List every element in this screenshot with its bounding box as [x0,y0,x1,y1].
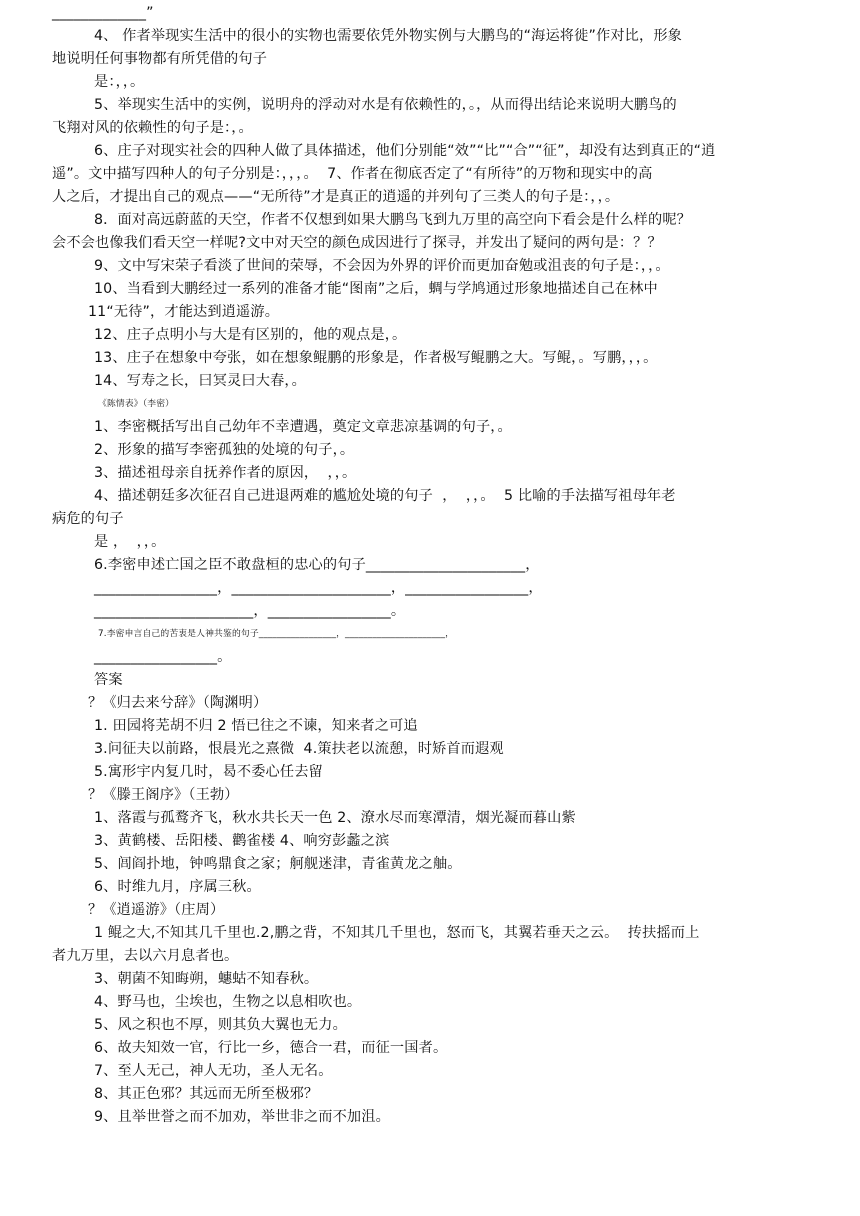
text-line: 病危的句子 [52,511,124,527]
section-heading: ？《归去来兮辞》（陶渊明） [88,695,268,711]
text-line: 飞翔对风的依赖性的句子是：，。 [52,120,253,136]
question-line: 6、庄子对现实社会的四种人做了具体描述，他们分别能“效”“比”“合”“征”，却没有达到真正的“逍 [94,143,716,159]
blank-line: _________________。 [94,649,232,665]
section-heading: 《陈情表》（李密） [98,399,175,409]
answer-line: 1、落霞与孤鹜齐飞，秋水共长天一色 2、潦水尽而寒潭清，烟光凝而暮山紫 [94,810,576,826]
question-line: 10、当看到大鹏经过一系列的准备才能“图南”之后，蜩与学鸠通过形象地描述自己在林中 [94,281,658,297]
question-line: 4、 作者举现实生活中的很小的实物也需要依凭外物实例与大鹏鸟的“海运将徙”作对比，形象 [94,28,683,44]
text-line: 人之后，才提出自己的观点——“无所待”才是真正的逍遥的并列句了三类人的句子是：，，。 [52,189,620,205]
section-heading: ？《逍遥游》（庄周） [88,902,225,918]
question-line: 14、写寿之长，曰冥灵曰大春，。 [94,373,306,389]
answer-line: 1 鲲之大,不知其几千里也.2,鹏之背，不知其几千里也，怒而飞，其翼若垂天之云。 抟扶摇而上 [94,925,700,941]
answer-line: 1. 田园将芜胡不归 2 悟已往之不谏，知来者之可追 [94,718,418,734]
answer-line: 5.寓形宇内复几时，曷不委心任去留 [94,764,323,780]
answer-line: 3、黄鹤楼、岳阳楼、鹳雀楼 4、响穷彭蠡之滨 [94,833,390,849]
question-line: 3、描述祖母亲自抚养作者的原因， ，，。 [94,465,357,481]
question-line: 12、庄子点明小与大是有区别的，他的观点是，。 [94,327,407,343]
answer-line: 7、至人无己，神人无功，圣人无名。 [94,1063,333,1079]
answer-line: 9、且举世誉之而不加劝，举世非之而不加沮。 [94,1109,390,1125]
question-line: 6.李密申述亡国之臣不敢盘桓的忠心的句子______________________， [94,557,540,573]
question-line: 5、举现实生活中的实例，说明舟的浮动对水是有依赖性的，。，从而得出结论来说明大鹏鸟的 [94,97,677,113]
answer-line: 4、野马也，尘埃也，生物之以息相吹也。 [94,994,362,1010]
answer-line: 8、其正色邪？其远而无所至极邪？ [94,1086,319,1102]
answer-line: 5、风之积也不厚，则其负大翼也无力。 [94,1017,347,1033]
blank-line: _________________，______________________，_________________， [94,580,543,596]
text-line: 遥”。文中描写四种人的句子分别是：，，，。 7、作者在彻底否定了“有所待”的万物和现实中的高 [52,166,653,182]
section-heading: ？《滕王阁序》（王勃） [88,787,239,803]
text-line: 是：，，。 [94,74,145,90]
question-line: 7.李密申言自己的苦衷是人神共鉴的句子_________________，______________________， [98,629,455,639]
question-line: 11“无待”，才能达到逍遥游。 [88,304,280,320]
text-line: 是 ， ，，。 [94,534,166,550]
answer-line: 6、故夫知效一官，行比一乡，德合一君，而征一国者。 [94,1040,448,1056]
question-line: 9、文中写宋荣子看淡了世间的荣辱，不会因为外界的评价而更加奋勉或沮丧的句子是：，，。 [94,258,670,274]
text-line: 者九万里，去以六月息者也。 [52,948,239,964]
answer-line: 3、朝菌不知晦朔，蟪蛄不知春秋。 [94,971,319,987]
answer-line: 5、闾阎扑地，钟鸣鼎食之家；舸舰迷津，青雀黄龙之舳。 [94,856,462,872]
question-line: 8．面对高远蔚蓝的天空，作者不仅想到如果大鹏鸟飞到九万里的高空向下看会是什么样的呢？ [94,212,692,228]
blank-line: ______________________，_________________。 [94,603,406,619]
text-line: 会不会也像我们看天空一样呢?文中对天空的颜色成因进行了探寻，并发出了疑问的两句是：？？ [52,235,662,251]
question-line: 2、形象的描写李密孤独的处境的句子，。 [94,442,355,458]
answers-heading: 答案 [94,672,123,688]
text-line: 地说明任何事物都有所凭借的句子 [52,51,268,67]
text-line: _____________” [52,5,154,21]
question-line: 4、描述朝廷多次征召自己进退两难的尴尬处境的句子 ， ，，。 5 比喻的手法描写祖母年老 [94,488,676,504]
answer-line: 3.问征夫以前路，恨晨光之熹微 4.策扶老以流憩，时矫首而遐观 [94,741,504,757]
question-line: 1、李密概括写出自己幼年不幸遭遇，奠定文章悲凉基调的句子，。 [94,419,512,435]
answer-line: 6、时维九月，序属三秋。 [94,879,261,895]
question-line: 13、庄子在想象中夸张，如在想象鲲鹏的形象是，作者极写鲲鹏之大。写鲲，。写鹏，，，。 [94,350,658,366]
